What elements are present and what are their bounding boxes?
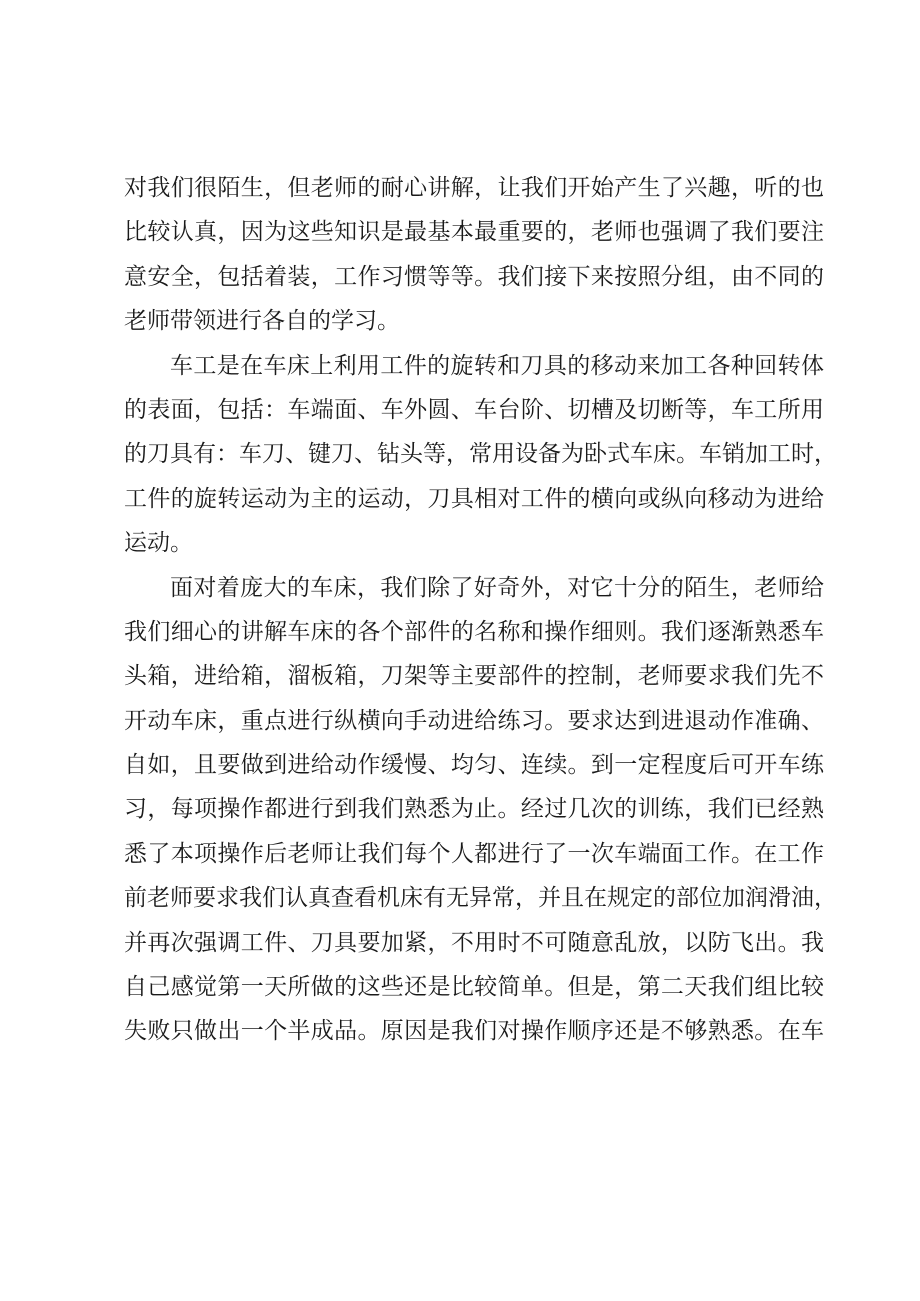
paragraph-1-line-3: 意安全，包括着装，工作习惯等等。我们接下来按照分组，由不同的	[124, 263, 824, 290]
paragraph-3-line-9: 并再次强调工件、刀具要加紧，不用时不可随意乱放，以防飞出。我	[124, 929, 824, 956]
paragraph-2-line-3: 的刀具有：车刀、键刀、钻头等，常用设备为卧式车床。车销加工时，	[124, 441, 837, 468]
paragraph-1-line-4: 老师带领进行各自的学习。	[124, 308, 400, 335]
paragraph-3-line-4: 开动车床，重点进行纵横向手动进给练习。要求达到进退动作准确、	[124, 707, 824, 734]
paragraph-3-line-10: 自己感觉第一天所做的这些还是比较简单。但是，第二天我们组比较	[124, 974, 824, 1001]
paragraph-1-line-2: 比较认真，因为这些知识是最基本最重要的，老师也强调了我们要注	[124, 219, 824, 246]
paragraph-1-line-1: 对我们很陌生，但老师的耐心讲解，让我们开始产生了兴趣，听的也	[124, 175, 824, 201]
paragraph-3-line-8: 前老师要求我们认真查看机床有无异常，并且在规定的部位加润滑油，	[124, 885, 837, 912]
paragraph-3-line-5: 自如，且要做到进给动作缓慢、均匀、连续。到一定程度后可开车练	[124, 752, 824, 779]
paragraph-3-line-6: 习，每项操作都进行到我们熟悉为止。经过几次的训练，我们已经熟	[124, 796, 824, 823]
paragraph-2-line-4: 工件的旋转运动为主的运动，刀具相对工件的横向或纵向移动为进给	[124, 485, 824, 512]
paragraph-2-line-1: 车工是在车床上利用工件的旋转和刀具的移动来加工各种回转体	[170, 352, 824, 379]
paragraph-3-line-3: 头箱，进给箱，溜板箱，刀架等主要部件的控制，老师要求我们先不	[124, 663, 824, 690]
paragraph-3-line-7: 悉了本项操作后老师让我们每个人都进行了一次车端面工作。在工作	[124, 840, 824, 867]
paragraph-3-line-1: 面对着庞大的车床，我们除了好奇外，对它十分的陌生，老师给	[170, 574, 824, 601]
body-text	[124, 166, 837, 1054]
paragraph-3-line-11: 失败只做出一个半成品。原因是我们对操作顺序还是不够熟悉。在车	[124, 1018, 824, 1045]
paragraph-2-line-2: 的表面，包括：车端面、车外圆、车台阶、切槽及切断等，车工所用	[124, 396, 824, 423]
paragraph-3-line-2: 我们细心的讲解车床的各个部件的名称和操作细则。我们逐渐熟悉车	[124, 618, 824, 645]
paragraph-2-line-5: 运动。	[124, 530, 193, 557]
